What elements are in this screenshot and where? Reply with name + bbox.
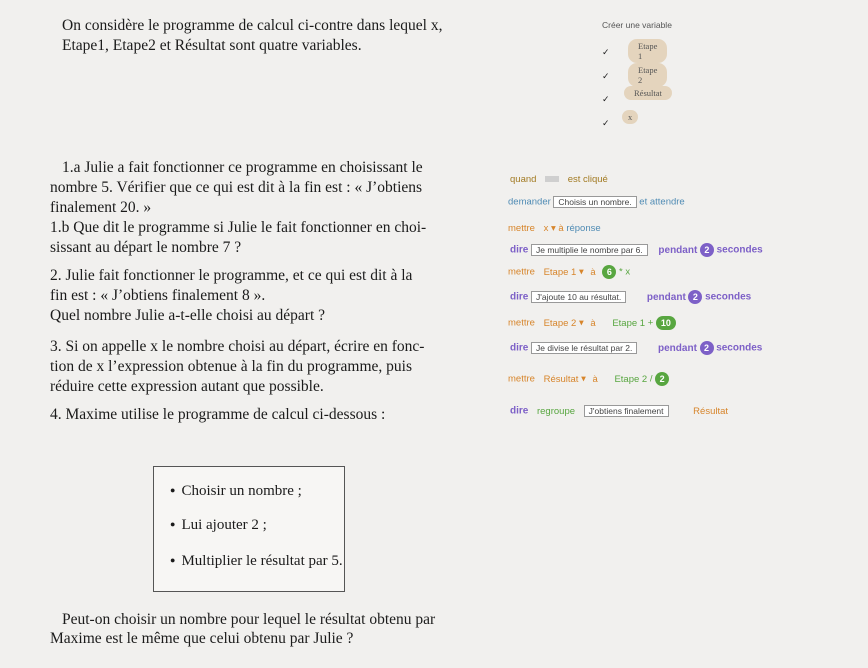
duration-field[interactable]: 2 — [688, 290, 702, 304]
to-label: à — [590, 266, 596, 278]
block-say-2[interactable] — [510, 290, 751, 304]
q1b-line-2: sissant au départ le nombre 7 ? — [50, 239, 242, 256]
q1a-line-1: 1.a Julie a fait fonctionner ce programme en choisissant le — [62, 159, 423, 176]
divide-operator: / — [649, 373, 653, 385]
join-operator: regroupe — [536, 405, 576, 417]
to-label: à — [590, 317, 596, 329]
seconds-label: secondes — [716, 342, 763, 354]
q4-line-1: 4. Maxime utilise le programme de calcul ci-dessous : — [50, 406, 386, 423]
var-dropdown-etape2[interactable]: Etape 2 — [543, 317, 577, 329]
seconds-label: secondes — [705, 291, 752, 303]
final-question-line-2: Maxime est le même que celui obtenu par Julie ? — [50, 630, 354, 647]
maxime-step-3: ● Multiplier le résultat par 5. — [170, 553, 343, 570]
operand-6[interactable]: 6 — [602, 265, 616, 279]
to-label: à — [558, 223, 564, 234]
seconds-label: secondes — [716, 244, 763, 256]
multiply-operator: * — [618, 266, 623, 278]
plus-operator: + — [647, 317, 654, 329]
set-label: mettre — [508, 317, 535, 329]
set-label: mettre — [508, 266, 535, 278]
final-question-line-1: Peut-on choisir un nombre pour lequel le résultat obtenu par — [62, 611, 436, 628]
for-label: pendant — [646, 291, 686, 303]
block-say-4[interactable] — [510, 405, 728, 417]
block-say-1[interactable] — [510, 243, 763, 257]
block-when-flag-clicked[interactable] — [510, 174, 608, 185]
set-label: mettre — [508, 373, 535, 385]
operand-2[interactable]: 2 — [655, 372, 669, 386]
intro-line-2: Etape1, Etape2 et Résultat sont quatre variables. — [62, 37, 362, 54]
say3-text-field[interactable]: Je divise le résultat par 2. — [531, 342, 637, 354]
when-label: quand — [510, 174, 537, 185]
q3-line-2: tion de x l’expression obtenue à la fin du programme, puis — [50, 358, 413, 375]
green-flag-icon — [545, 176, 559, 182]
block-set-x-to-answer[interactable] — [508, 223, 601, 234]
maxime-step-1: ● Choisir un nombre ; — [170, 483, 302, 500]
chevron-down-icon: ▾ — [578, 266, 584, 278]
answer-reporter[interactable]: réponse — [566, 223, 601, 234]
chevron-down-icon: ▾ — [581, 373, 586, 385]
say-label: dire — [510, 405, 529, 417]
q2-line-1: 2. Julie fait fonctionner le programme, et ce qui est dit à la — [50, 267, 413, 284]
variable-checkbox-etape1[interactable]: ✓ — [602, 47, 610, 57]
say-label: dire — [510, 291, 529, 303]
ask-text-field[interactable]: Choisis un nombre. — [553, 196, 636, 208]
for-label: pendant — [658, 342, 697, 354]
duration-field[interactable]: 2 — [700, 243, 714, 257]
to-label: à — [592, 373, 598, 385]
say4-text-field[interactable]: J'obtiens finalement — [584, 405, 669, 417]
variable-checkbox-x[interactable]: ✓ — [602, 118, 610, 128]
operand-etape1[interactable]: Etape 1 — [612, 317, 646, 329]
variable-checkbox-etape2[interactable]: ✓ — [602, 71, 610, 81]
ask-label: demander — [508, 196, 551, 208]
variable-resultat[interactable]: Résultat — [624, 86, 672, 100]
q2-line-2: fin est : « J’obtiens finalement 8 ». — [50, 287, 266, 304]
chevron-down-icon: ▾ — [578, 317, 584, 329]
q2-line-3: Quel nombre Julie a-t-elle choisi au départ ? — [50, 307, 326, 324]
var-dropdown-etape1[interactable]: Etape 1 — [543, 266, 577, 278]
variable-checkbox-resultat[interactable]: ✓ — [602, 94, 610, 104]
for-label: pendant — [658, 244, 698, 256]
say-label: dire — [510, 244, 529, 256]
maxime-step-2: ● Lui ajouter 2 ; — [170, 517, 267, 534]
var-dropdown-x[interactable]: x — [543, 223, 549, 234]
operand-10[interactable]: 10 — [656, 316, 676, 330]
variable-etape2[interactable]: Etape 2 — [628, 63, 667, 87]
var-dropdown-resultat[interactable]: Résultat — [543, 373, 579, 385]
operand-etape2[interactable]: Etape 2 — [614, 373, 648, 385]
q1a-line-2: nombre 5. Vérifier que ce qui est dit à la fin est : « J’obtiens — [50, 179, 423, 196]
variable-x[interactable]: x — [622, 110, 638, 124]
operand-x[interactable]: x — [625, 266, 631, 278]
duration-field[interactable]: 2 — [700, 341, 714, 355]
maxime-program-box — [153, 466, 345, 592]
block-set-etape1[interactable] — [508, 265, 630, 279]
say-label: dire — [510, 342, 529, 354]
q1b-line-1: 1.b Que dit le programme si Julie le fait fonctionner en choi- — [50, 219, 427, 236]
set-label: mettre — [508, 223, 535, 234]
variable-etape1[interactable]: Etape 1 — [628, 39, 667, 63]
chevron-down-icon: ▾ — [550, 223, 556, 234]
q3-line-3: réduire cette expression autant que possible. — [50, 378, 324, 395]
resultat-reporter[interactable]: Résultat — [693, 405, 729, 417]
q3-line-1: 3. Si on appelle x le nombre choisi au départ, écrire en fonc- — [50, 338, 425, 355]
block-set-etape2[interactable] — [508, 316, 676, 330]
intro-line-1: On considère le programme de calcul ci-contre dans lequel x, — [62, 17, 443, 34]
block-say-3[interactable] — [510, 341, 762, 355]
say1-text-field[interactable]: Je multiplie le nombre par 6. — [531, 244, 648, 256]
say2-text-field[interactable]: J'ajoute 10 au résultat. — [531, 291, 626, 303]
clicked-label: est cliqué — [567, 174, 608, 185]
q1a-line-3: finalement 20. » — [50, 199, 152, 216]
and-wait-label: et attendre — [639, 196, 685, 208]
create-variable-button[interactable]: Créer une variable — [602, 20, 672, 30]
block-ask-and-wait[interactable] — [508, 196, 685, 208]
block-set-resultat[interactable] — [508, 372, 669, 386]
